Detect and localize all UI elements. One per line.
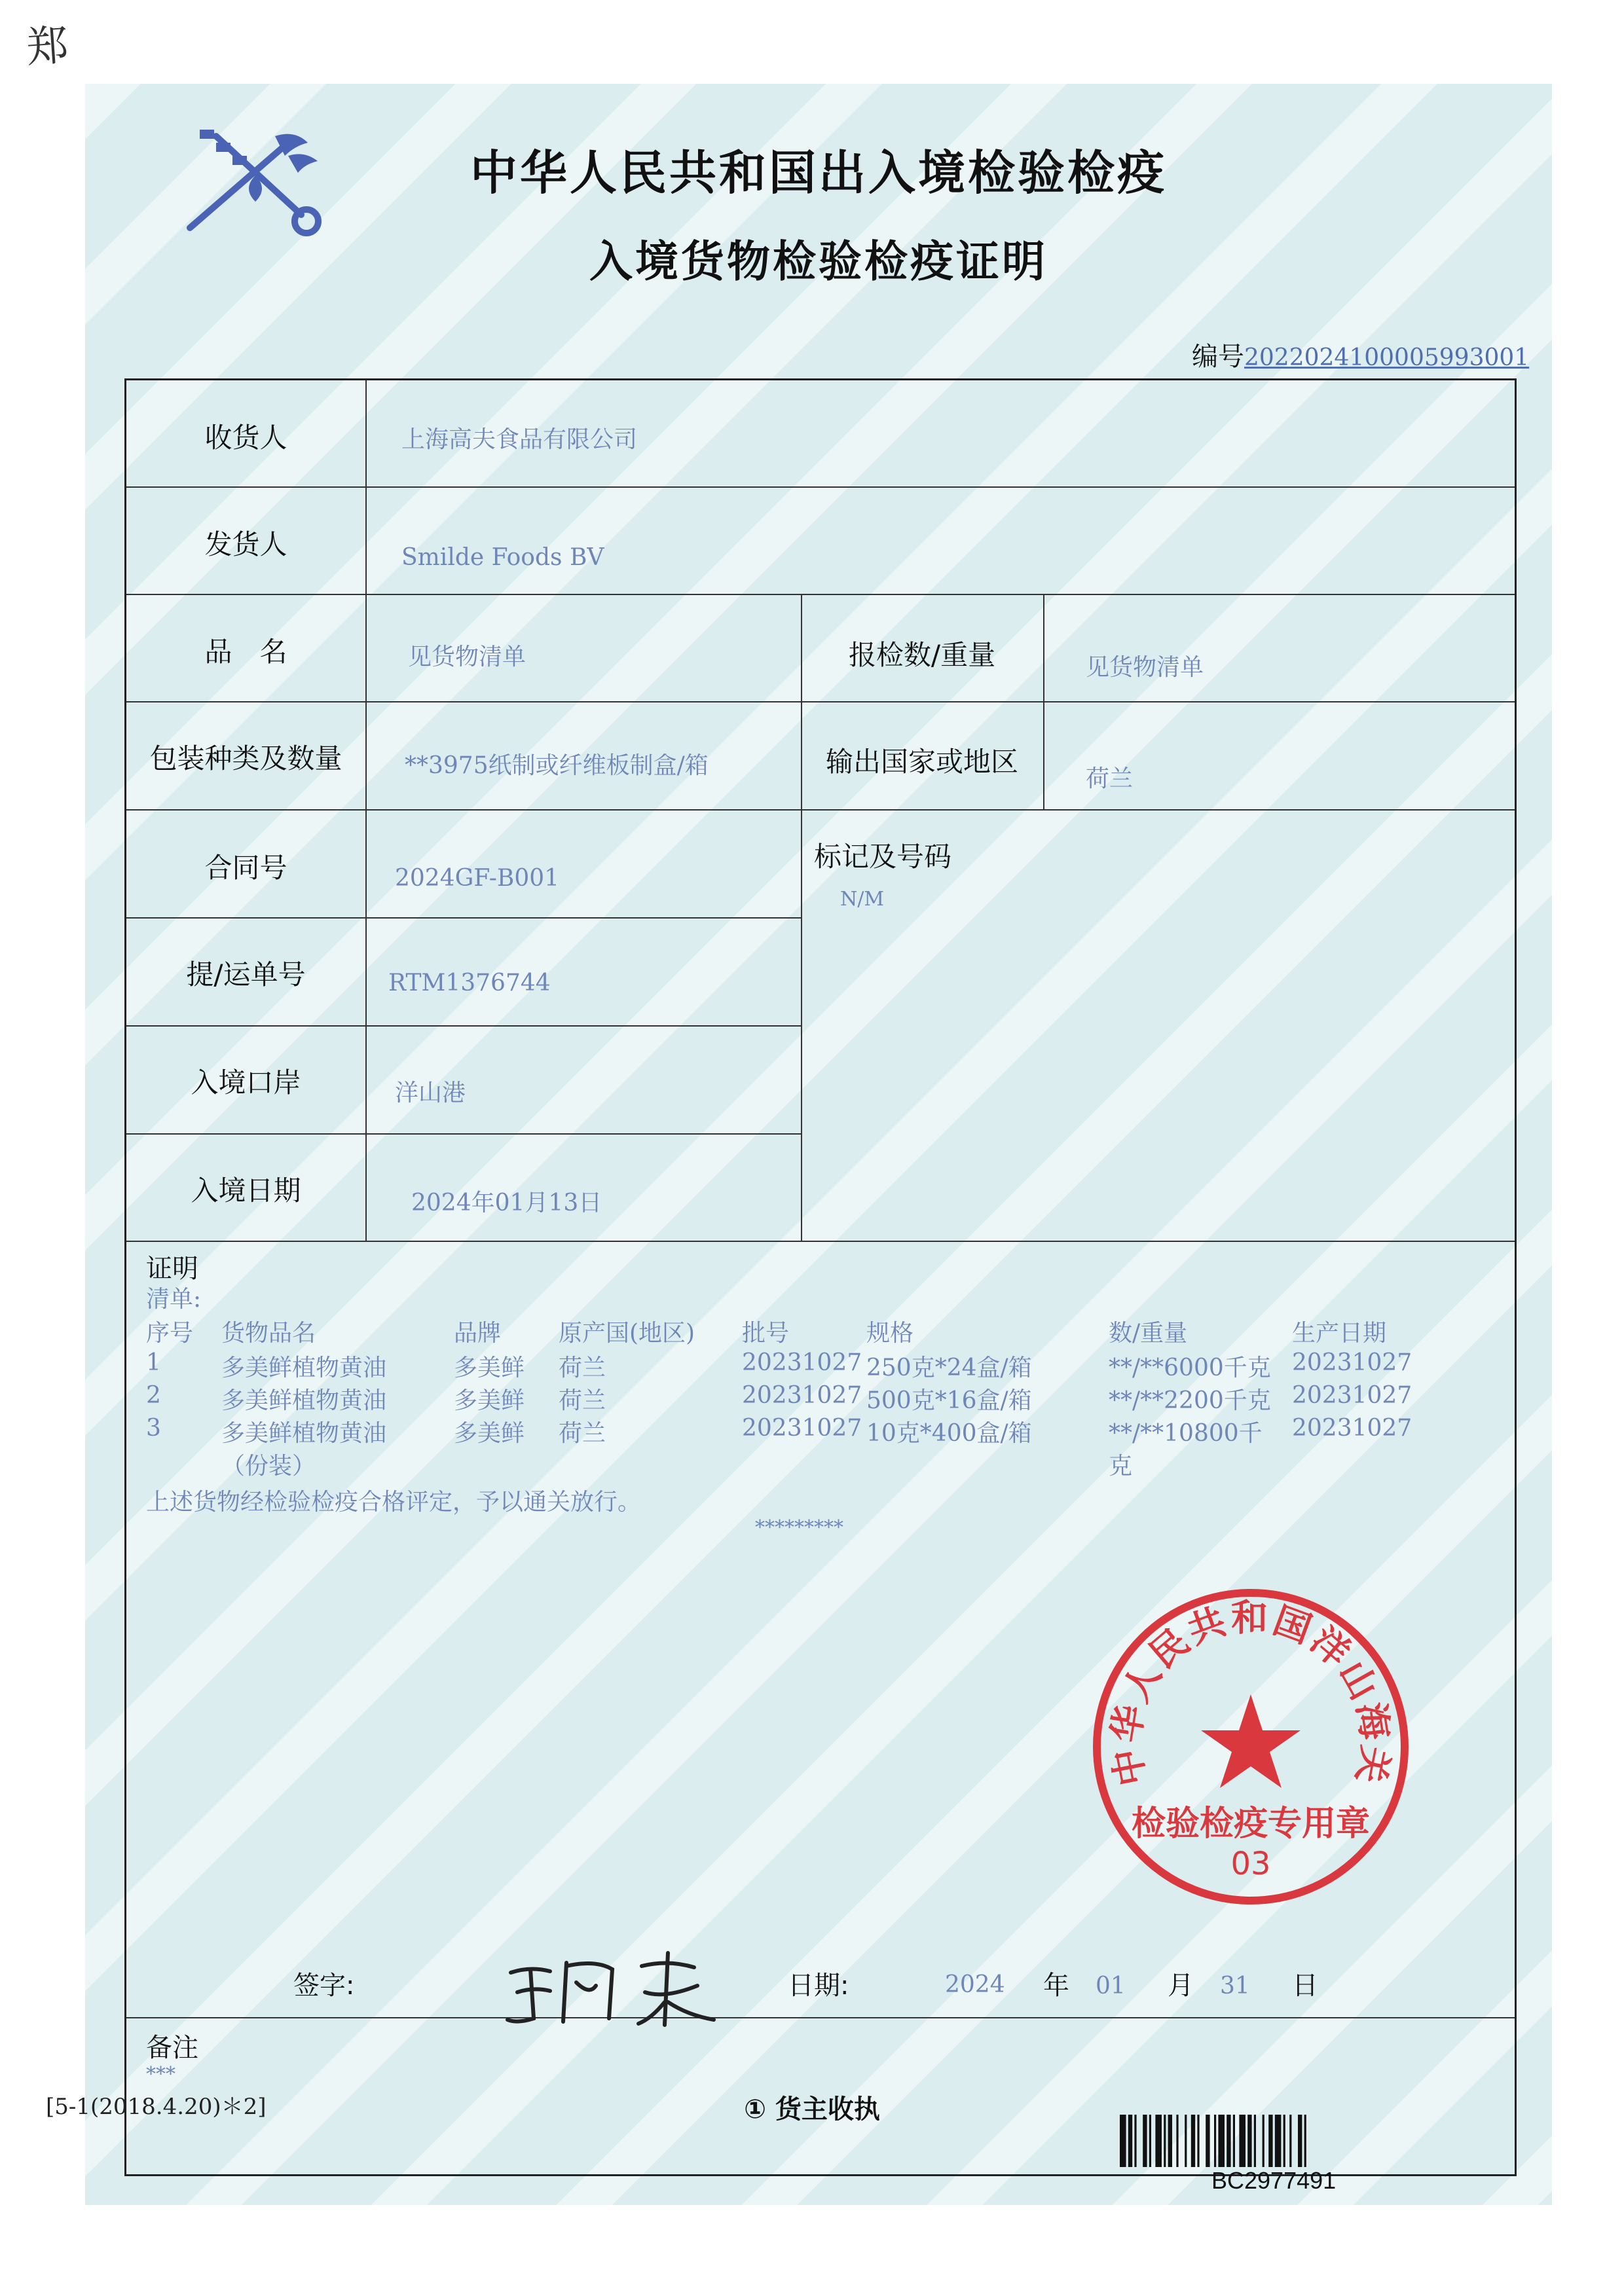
entry-port-label: 入境口岸 [191, 1066, 301, 1099]
svg-text:检验检疫专用章: 检验检疫专用章 [1131, 1804, 1371, 1844]
marks-label: 标记及号码 [814, 841, 952, 873]
svg-text:中华人民共和国洋山海关: 中华人民共和国洋山海关 [1105, 1597, 1397, 1789]
cell-seq: 2 [146, 1382, 161, 1409]
cell-name: 多美鲜植物黄油 [221, 1355, 387, 1381]
cell-brand: 多美鲜 [454, 1387, 525, 1414]
goods-list-title: 清单: [146, 1286, 202, 1313]
sign-year: 2024 [945, 1971, 1005, 1998]
col-header: 规格 [866, 1320, 914, 1347]
barcode [1120, 2115, 1428, 2167]
consignee-value: 上海高夫食品有限公司 [401, 426, 638, 453]
product-name-label: 品 名 [204, 636, 287, 668]
product-name-value: 见货物清单 [408, 644, 526, 670]
col-header: 序号 [146, 1320, 194, 1347]
contract-label: 合同号 [204, 852, 287, 884]
consignor-value: Smilde Foods BV [401, 544, 604, 571]
row3-name-extra: （份装） [221, 1453, 316, 1480]
bill-of-lading-value: RTM1376744 [388, 970, 551, 996]
certificate-title: 中华人民共和国出入境检验检疫 [470, 145, 1167, 200]
certificate-number [1192, 336, 1529, 373]
sign-day: 31 [1220, 1973, 1250, 1999]
qty-weight-label: 报检数/重量 [848, 639, 996, 671]
cell-batch: 20231027 [742, 1415, 862, 1442]
copy-label: ① 货主收执 [744, 2094, 880, 2124]
certificate-subtitle: 入境货物检验检疫证明 [589, 236, 1048, 287]
consignee-label: 收货人 [204, 422, 287, 454]
entry-date-value: 2024年01月13日 [411, 1190, 602, 1216]
cell-prod-date: 20231027 [1292, 1382, 1412, 1409]
certification-statement: 上述货物经检验检疫合格评定，予以通关放行。 [146, 1489, 642, 1516]
cell-prod-date: 20231027 [1292, 1349, 1412, 1376]
inspection-seal [1087, 1583, 1414, 1910]
sign-day-unit: 日 [1292, 1971, 1318, 2001]
handwritten-note: 郑 [24, 21, 70, 73]
cell-name: 多美鲜植物黄油 [221, 1420, 387, 1447]
cell-seq: 1 [146, 1349, 161, 1376]
package-label: 包装种类及数量 [149, 742, 342, 774]
cell-name: 多美鲜植物黄油 [221, 1387, 387, 1414]
cell-spec: 10克*400盒/箱 [866, 1420, 1032, 1447]
entry-date-label: 入境日期 [191, 1175, 301, 1207]
col-header: 货物品名 [221, 1320, 316, 1347]
cell-spec: 500克*16盒/箱 [866, 1387, 1032, 1414]
remarks-value: *** [146, 2063, 175, 2086]
sign-year-unit: 年 [1043, 1971, 1069, 2001]
col-header: 生产日期 [1292, 1320, 1387, 1347]
qty-weight-value: 见货物清单 [1086, 654, 1204, 681]
col-header: 品牌 [454, 1320, 502, 1347]
form-code: [5-1(2018.4.20)＊2] [46, 2094, 267, 2120]
certificate-number-label: 编号 [1192, 342, 1244, 372]
cell-origin: 荷兰 [559, 1355, 606, 1381]
certificate-paper [85, 84, 1552, 2205]
col-header: 批号 [742, 1320, 790, 1347]
entry-port-value: 洋山港 [395, 1080, 466, 1106]
certificate-number-value: 2022024100005993001 [1244, 344, 1530, 371]
barcode-number: BC2977491 [1211, 2167, 1337, 2194]
date-label: 日期: [788, 1971, 849, 2001]
signature-label: 签字: [293, 1971, 355, 2001]
sign-month-unit: 月 [1168, 1971, 1194, 2001]
cell-spec: 250克*24盒/箱 [866, 1355, 1032, 1381]
cell-batch: 20231027 [742, 1382, 862, 1409]
col-header: 原产国(地区) [559, 1320, 695, 1347]
cell-weight: **/**2200千克 [1109, 1387, 1271, 1414]
cell-weight: **/**6000千克 [1109, 1355, 1271, 1381]
cell-origin: 荷兰 [559, 1420, 606, 1447]
cell-brand: 多美鲜 [454, 1355, 525, 1381]
cell-prod-date: 20231027 [1292, 1415, 1412, 1442]
cell-brand: 多美鲜 [454, 1420, 525, 1447]
origin-country-label: 输出国家或地区 [825, 746, 1018, 778]
cell-weight: **/**10800千 [1109, 1420, 1263, 1447]
statement-end-stars: ********* [755, 1516, 843, 1539]
row3-weight-extra: 克 [1109, 1453, 1133, 1480]
contract-value: 2024GF-B001 [395, 865, 560, 892]
svg-text:03: 03 [1230, 1846, 1271, 1882]
marks-value: N/M [840, 888, 885, 911]
remarks-label: 备注 [146, 2033, 198, 2063]
cell-batch: 20231027 [742, 1349, 862, 1376]
origin-country-value: 荷兰 [1086, 765, 1134, 792]
consignor-label: 发货人 [204, 528, 287, 560]
bill-of-lading-label: 提/运单号 [186, 958, 306, 991]
cell-seq: 3 [146, 1415, 161, 1442]
handwritten-signature [504, 1946, 720, 2032]
certification-label: 证明 [146, 1254, 198, 1284]
sign-month: 01 [1096, 1973, 1126, 1999]
col-header: 数/重量 [1109, 1320, 1188, 1347]
package-value: **3975纸制或纤维板制盒/箱 [405, 752, 709, 779]
cell-origin: 荷兰 [559, 1387, 606, 1414]
